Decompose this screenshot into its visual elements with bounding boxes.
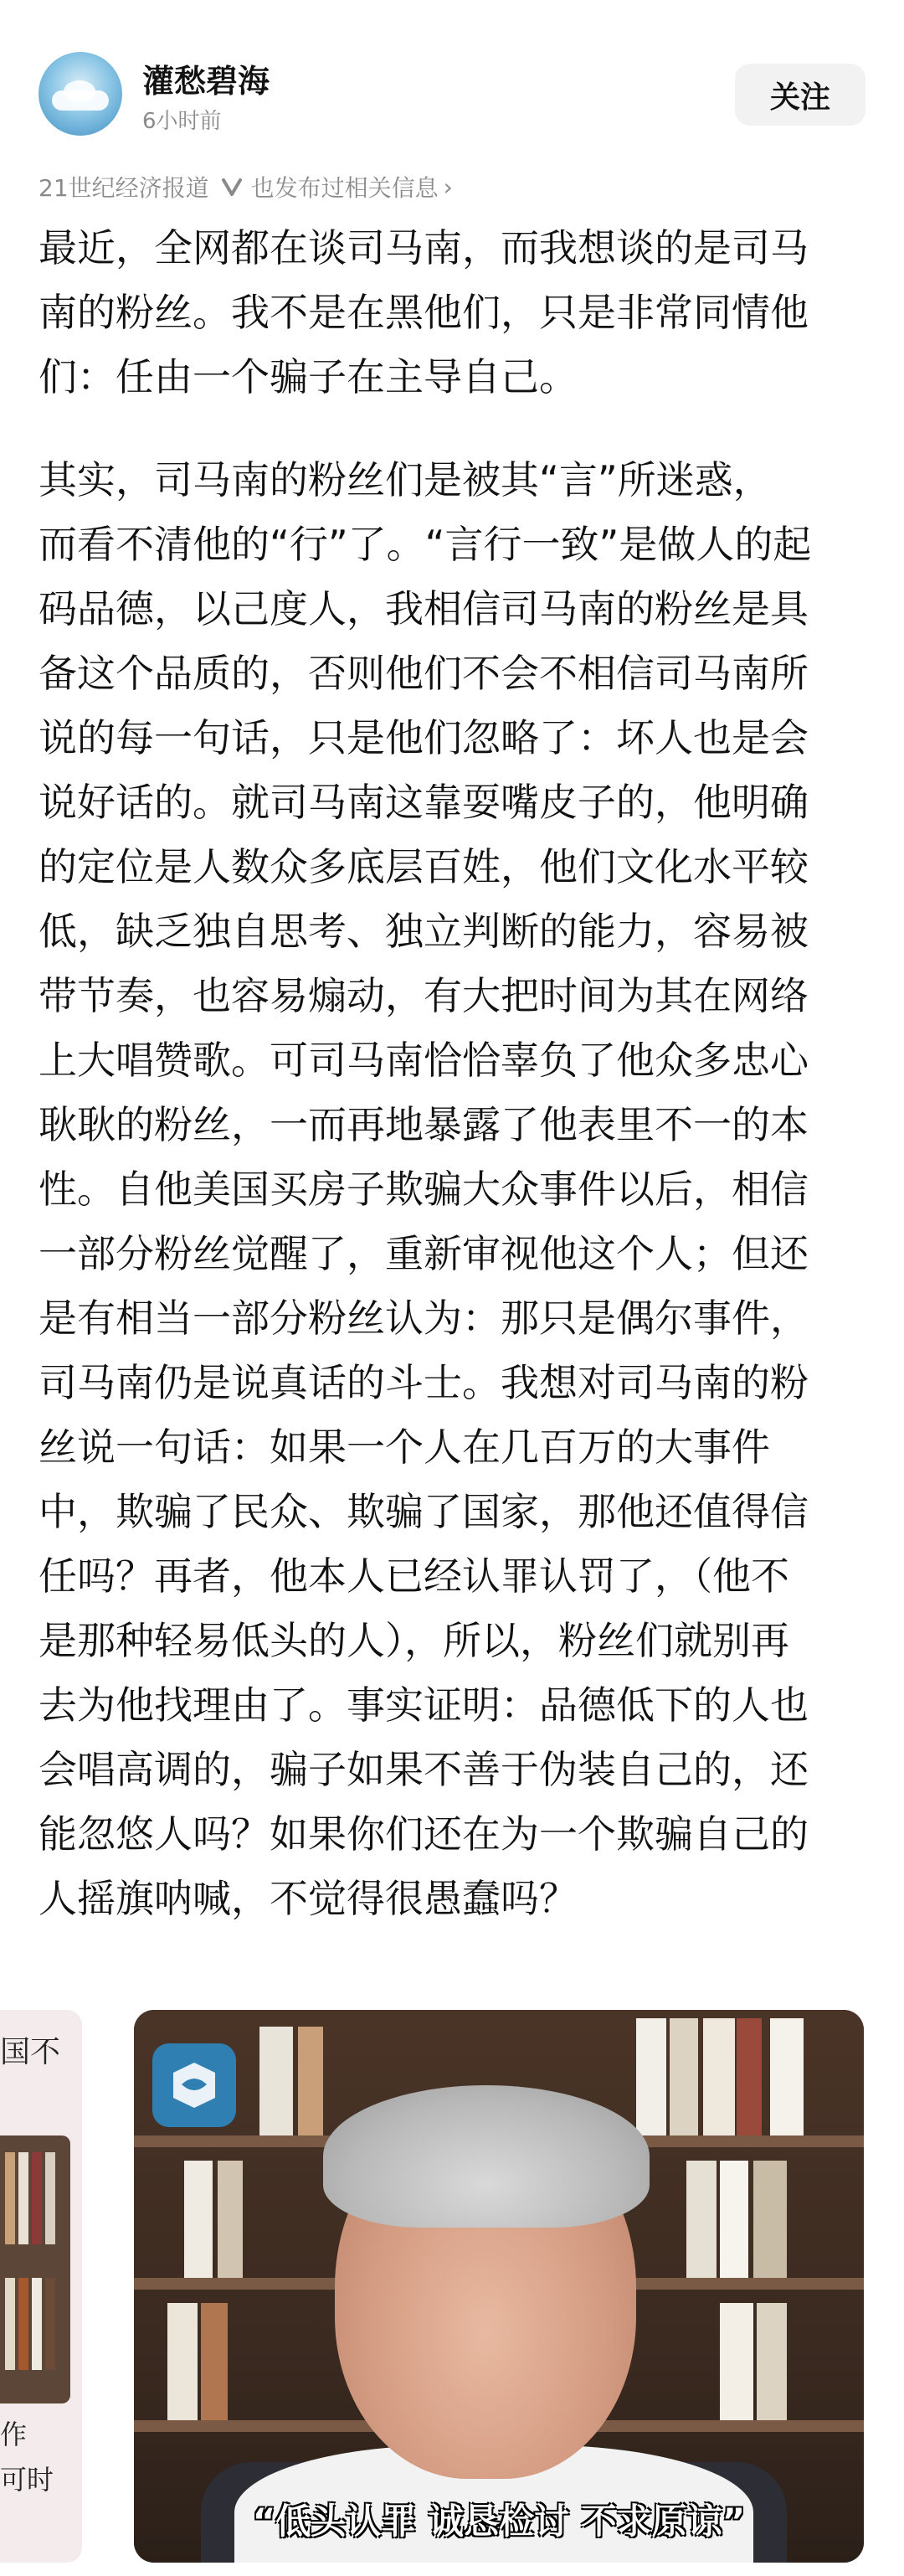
fish-logo-icon (152, 2043, 236, 2127)
avatar-cloud-base (52, 90, 109, 111)
person-hair (323, 2085, 650, 2228)
article-line: 性。自他美国买房子欺骗大众事件以后，相信 (39, 1167, 809, 1212)
book (720, 2161, 748, 2278)
book (753, 2161, 787, 2278)
book (259, 2027, 293, 2136)
paragraph-1 (39, 216, 867, 410)
book (45, 2152, 55, 2244)
article-line: 是那种轻易低头的人），所以，粉丝们就别再 (39, 1618, 789, 1663)
book (670, 2018, 698, 2136)
book (636, 2018, 666, 2136)
article-line: 南的粉丝。我不是在黑他们，只是非常同情他 (39, 290, 809, 335)
author-name[interactable]: 灌愁碧海 (142, 63, 270, 100)
book (18, 2278, 28, 2370)
article-line: 最近，全网都在谈司马南，而我想谈的是司马 (39, 225, 809, 270)
book (201, 2303, 228, 2420)
article-line: 丝说一句话：如果一个人在几百万的大事件 (39, 1425, 770, 1470)
source-outlet[interactable]: 21世纪经济报道 (39, 174, 209, 202)
post-header (0, 0, 904, 167)
article-line: 其实，司马南的粉丝们是被其“言”所迷惑， (39, 457, 772, 502)
article-line: 的定位是人数众多底层百姓，他们文化水平较 (39, 844, 809, 889)
book (298, 2027, 323, 2136)
article-line: 们：任由一个骗子在主导自己。 (39, 354, 578, 399)
article-line: 任吗？再者，他本人已经认罪认罚了，（他不 (39, 1553, 789, 1599)
book (5, 2152, 15, 2244)
left-thumb-bookshelf (0, 2136, 70, 2403)
book (167, 2303, 198, 2420)
article-line: 备这个品质的，否则他们不会不相信司马南所 (39, 651, 809, 696)
v-verified-icon (221, 176, 243, 198)
article-line: 会唱高调的，骗子如果不善于伪装自己的，还 (39, 1747, 809, 1792)
book (45, 2278, 55, 2370)
article-line: 司马南仍是说真话的斗士。我想对司马南的粉 (39, 1360, 809, 1405)
article-line: 一部分粉丝觉醒了，重新审视他这个人；但还 (39, 1231, 809, 1276)
source-related-text[interactable]: 也发布过相关信息 (250, 174, 439, 202)
follow-button[interactable]: 关注 (735, 64, 865, 126)
video-thumbnail[interactable] (134, 2010, 864, 2563)
chevron-right-icon: › (443, 173, 453, 201)
book (720, 2303, 753, 2420)
author-avatar[interactable] (39, 52, 122, 136)
left-thumbnail-card[interactable] (0, 2010, 82, 2563)
video-caption: “低头认罪 诚恳检讨 不求原谅” (252, 2501, 746, 2542)
article-line: 中，欺骗了民众、欺骗了国家，那他还值得信 (39, 1489, 809, 1534)
article-line: 低，缺乏独自思考、独立判断的能力，容易被 (39, 909, 809, 954)
book (737, 2018, 762, 2136)
book (184, 2161, 213, 2278)
article-line: 说好话的。就司马南这靠耍嘴皮子的，他明确 (39, 780, 809, 825)
article-line: 带节奏，也容易煽动，有大把时间为其在网络 (39, 973, 809, 1018)
source-row[interactable] (39, 166, 453, 208)
article-line: 而看不清他的“行”了。“言行一致”是做人的起 (39, 522, 812, 567)
book (32, 2152, 42, 2244)
article-line: 人摇旗呐喊，不觉得很愚蠢吗？ (39, 1876, 578, 1921)
book (757, 2303, 787, 2420)
post-time: 6小时前 (142, 109, 222, 134)
article-line: 上大唱赞歌。可司马南恰恰辜负了他众多忠心 (39, 1038, 809, 1083)
left-thumb-bottom-text: 作 可时 (0, 2419, 54, 2496)
book (32, 2278, 42, 2370)
book (218, 2161, 243, 2278)
book (18, 2152, 28, 2244)
article-line: 是有相当一部分粉丝认为：那只是偶尔事件， (39, 1296, 809, 1341)
article-body (39, 216, 867, 1931)
article-line: 能忽悠人吗？如果你们还在为一个欺骗自己的 (39, 1811, 809, 1857)
article-line: 去为他找理由了。事实证明：品德低下的人也 (39, 1682, 809, 1728)
book (703, 2018, 735, 2136)
paragraph-gap (39, 410, 867, 448)
left-thumb-top-text: 国不 (0, 2035, 61, 2069)
book (770, 2018, 804, 2136)
article-line: 说的每一句话，只是他们忽略了：坏人也是会 (39, 715, 809, 760)
article-line: 耿耿的粉丝，一而再地暴露了他表里不一的本 (39, 1102, 809, 1147)
article-line: 码品德，以己度人，我相信司马南的粉丝是具 (39, 586, 809, 631)
book (5, 2278, 15, 2370)
paragraph-2 (39, 448, 867, 1931)
book (686, 2161, 717, 2278)
